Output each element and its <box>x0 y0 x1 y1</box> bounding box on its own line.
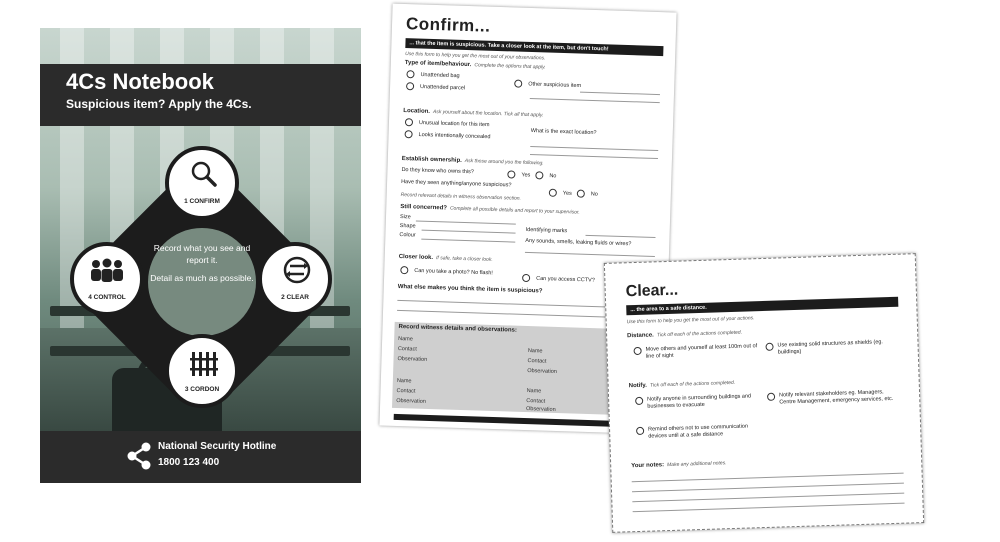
clear-note: Use this form to help you get the most out of your actions. <box>626 315 755 326</box>
colour-input-line[interactable] <box>421 239 515 243</box>
shape-label: Shape <box>399 222 416 230</box>
ownership-hint: Ask those around you the following. <box>464 157 544 167</box>
cover-subtitle: Suspicious item? Apply the 4Cs. <box>66 97 252 111</box>
radio-button[interactable] <box>535 171 543 179</box>
option-label: Yes <box>521 172 531 179</box>
concerned-hint: Complete all possible details and report to your supervisor. <box>449 205 580 216</box>
notes-line[interactable] <box>633 503 905 513</box>
ownership-note: Record relevant details in witness observation section. <box>400 191 522 202</box>
center-text <box>148 242 256 290</box>
witness-3-observation-label: Observation <box>396 397 426 405</box>
type-heading: Type of item/behaviour. <box>404 60 472 69</box>
type-section-heading <box>405 60 546 70</box>
option-unusual-location[interactable] <box>405 118 490 129</box>
closer-section-heading <box>399 254 493 263</box>
size-input-line[interactable] <box>416 220 516 224</box>
radio-button[interactable] <box>767 393 775 401</box>
option-unattended-parcel[interactable] <box>406 82 465 92</box>
witness-4-observation-label: Observation <box>525 406 556 413</box>
distance-section-heading <box>627 330 742 340</box>
witness-1-contact-label: Contact <box>397 345 417 353</box>
clear-page <box>604 253 924 533</box>
input-line[interactable] <box>530 154 658 159</box>
option-label: No <box>549 173 557 180</box>
witness-2-observation-label: Observation <box>527 368 557 375</box>
notes-hint: Make any additional notes. <box>667 460 727 469</box>
option-cctv[interactable] <box>522 274 595 284</box>
people-icon <box>88 254 126 288</box>
type-hint: Complete the options that apply. <box>474 62 546 71</box>
option-label: Move others and yourself at least 100m out of line of sight <box>645 343 758 360</box>
what-else-question: What else makes you think the item is suspicious? <box>397 283 543 295</box>
witness-2-name-label: Name <box>527 348 543 355</box>
location-heading: Location. <box>403 108 431 115</box>
concerned-section-heading <box>400 204 580 216</box>
cover-title: 4Cs Notebook <box>66 69 214 94</box>
option-label: Notify relevant stakeholders eg. Managers, Centre Management, emergency services, etc. <box>778 389 894 406</box>
option-other-item[interactable] <box>514 80 581 90</box>
step-control-label: 4 CONTROL <box>88 294 126 301</box>
confirm-banner: ... that the item is suspicious. Take a closer look at the item, but don't touch! <box>405 38 663 56</box>
radio-button[interactable] <box>765 343 773 351</box>
step-confirm-label: 1 CONFIRM <box>184 198 220 205</box>
radio-button[interactable] <box>400 266 408 274</box>
ownership-no-1[interactable] <box>535 171 556 180</box>
input-line[interactable] <box>580 92 660 96</box>
colour-label: Colour <box>399 231 416 239</box>
radio-button[interactable] <box>405 118 413 126</box>
option-label: Can you access CCTV? <box>536 275 595 284</box>
radio-button[interactable] <box>406 82 414 90</box>
option-label: Remind others not to use communication devices until at a safe distance <box>648 423 749 440</box>
clear-banner: ... the area to a safe distance. <box>626 297 898 316</box>
hotline-name: National Security Hotline <box>158 441 277 452</box>
option-move-others[interactable] <box>645 343 763 361</box>
step-cordon-label: 3 CORDON <box>184 386 220 393</box>
identifying-label: Identifying marks <box>525 226 568 235</box>
identifying-input-line[interactable] <box>586 235 656 238</box>
closer-hint: If safe, take a closer look. <box>435 255 493 263</box>
ownership-section-heading <box>402 156 544 166</box>
witness-1-name-label: Name <box>398 335 413 343</box>
radio-button[interactable] <box>404 130 412 138</box>
option-unattended-bag[interactable] <box>406 70 459 80</box>
radio-button[interactable] <box>635 397 643 405</box>
witness-3-name-label: Name <box>396 377 412 385</box>
option-label: Unattended bag <box>420 72 460 80</box>
clear-arrows-icon <box>280 254 314 288</box>
shape-input-line[interactable] <box>422 230 516 234</box>
option-notify-stakeholders[interactable] <box>779 389 897 407</box>
sounds-label: Any sounds, smells, leaking fluids or wires? <box>525 237 632 248</box>
step-clear-label: 2 CLEAR <box>281 294 309 301</box>
location-question: What is the exact location? <box>530 128 597 137</box>
cover-footer <box>40 431 361 483</box>
notes-line[interactable] <box>632 483 904 493</box>
step-cordon <box>165 334 239 408</box>
witness-1-observation-label: Observation <box>397 355 428 363</box>
ownership-yes-2[interactable] <box>549 189 572 198</box>
location-hint: Ask yourself about the location. Tick all that apply. <box>432 108 544 119</box>
distance-hint: Tick off each of the actions completed. <box>656 329 743 339</box>
notes-heading: Your notes: <box>631 462 665 470</box>
ownership-question-1: Do they know who owns this? <box>401 167 475 176</box>
radio-button[interactable] <box>636 427 644 435</box>
option-label: Looks intentionally concealed <box>418 131 491 141</box>
witness-2-contact-label: Contact <box>527 358 547 365</box>
center-text-detail: Detail as much as possible. <box>150 273 254 283</box>
option-concealed[interactable] <box>404 130 490 141</box>
input-line[interactable] <box>530 146 658 151</box>
option-remind-devices[interactable] <box>648 423 766 441</box>
radio-button[interactable] <box>633 347 641 355</box>
option-photo[interactable] <box>400 266 493 277</box>
cover-header <box>40 64 361 126</box>
magnifier-icon <box>187 158 221 192</box>
notify-section-heading <box>629 380 736 389</box>
ownership-heading: Establish ownership. <box>401 156 462 164</box>
witness-3-contact-label: Contact <box>396 387 416 395</box>
option-use-structures[interactable] <box>777 339 895 357</box>
option-label: Notify anyone in surrounding buildings and businesses to evacuate <box>647 393 752 410</box>
step-control <box>70 242 144 316</box>
option-label: No <box>590 191 598 198</box>
option-notify-buildings[interactable] <box>647 393 765 411</box>
notes-section-heading <box>631 460 727 469</box>
option-label: Unusual location for this item <box>418 119 490 129</box>
ownership-yes-1[interactable] <box>507 170 530 179</box>
option-label: Other suspicious item <box>528 81 582 90</box>
radio-button[interactable] <box>549 189 557 197</box>
share-icon <box>126 441 152 471</box>
radio-button[interactable] <box>514 80 522 88</box>
radio-button[interactable] <box>522 274 530 282</box>
radio-button[interactable] <box>406 70 414 78</box>
radio-button[interactable] <box>577 190 585 198</box>
ownership-no-2[interactable] <box>577 190 598 199</box>
option-label: Use existing solid structures as shields (eg. buildings) <box>777 339 884 356</box>
witness-4-name-label: Name <box>526 388 542 395</box>
hotline-number: 1800 123 400 <box>158 457 220 468</box>
witness-heading: Record witness details and observations: <box>398 323 517 334</box>
confirm-note: Use this form to help you get the most out of your observations. <box>405 51 546 62</box>
notify-hint: Tick off each of the actions completed. <box>649 379 736 389</box>
location-section-heading <box>403 108 543 118</box>
clear-title: Clear... <box>625 281 679 301</box>
ownership-question-2: Have they seen anything/anyone suspicious? <box>401 178 512 189</box>
radio-button[interactable] <box>507 170 515 178</box>
notes-line[interactable] <box>632 473 904 483</box>
step-confirm <box>165 146 239 220</box>
barrier-icon <box>187 346 221 380</box>
notes-line[interactable] <box>632 493 904 503</box>
step-clear <box>258 242 332 316</box>
input-line[interactable] <box>530 98 660 103</box>
option-label: Can you take a photo? No flash! <box>414 267 493 277</box>
confirm-title: Confirm... <box>405 14 491 36</box>
distance-heading: Distance. <box>627 332 654 340</box>
input-line[interactable] <box>525 252 655 257</box>
closer-heading: Closer look. <box>398 253 434 262</box>
notify-heading: Notify. <box>628 382 648 390</box>
witness-4-contact-label: Contact <box>526 398 546 405</box>
center-text-record: Record what you see and report it. <box>153 243 251 265</box>
size-label: Size <box>399 213 411 221</box>
concerned-heading: Still concerned? <box>400 203 448 212</box>
option-label: Yes <box>562 190 572 197</box>
option-label: Unattended parcel <box>419 84 466 92</box>
notebook-cover <box>40 28 361 483</box>
